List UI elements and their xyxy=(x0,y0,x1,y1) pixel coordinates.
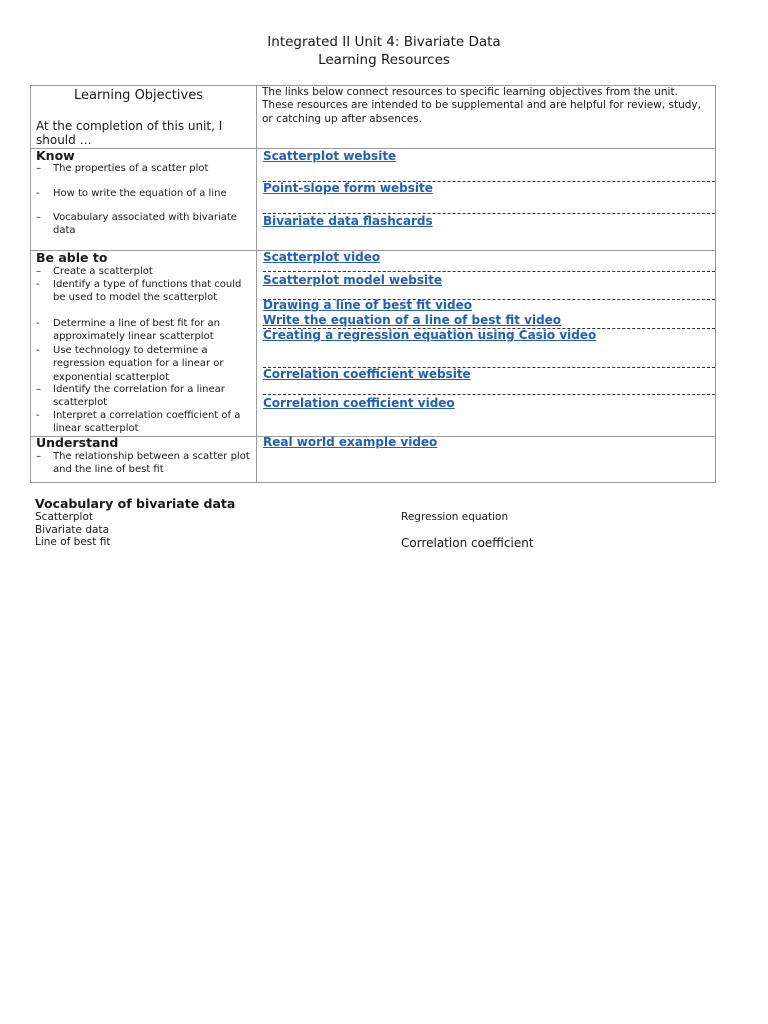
list-item: – Vocabulary associated with bivariate data xyxy=(36,212,237,237)
list-item: - Identify a type of functions that could be used to model the scatterplot xyxy=(36,279,242,304)
vocabulary-term: Regression equation xyxy=(401,511,509,523)
know-row xyxy=(31,148,715,250)
list-item: – The relationship between a scatter plot and the line of best fit xyxy=(36,451,250,476)
list-item: – The properties of a scatter plot xyxy=(36,163,209,174)
be-able-to-links-cell xyxy=(257,251,715,436)
vocabulary-heading: Vocabulary of bivariate data xyxy=(35,496,236,511)
be-able-to-objectives-cell xyxy=(31,251,257,436)
document-title: Integrated II Unit 4: Bivariate Data xyxy=(267,34,501,50)
vocabulary-term: Line of best fit xyxy=(35,536,111,548)
correlation-coefficient-video-link[interactable]: Correlation coefficient video xyxy=(263,396,455,410)
know-objectives-cell xyxy=(31,149,257,250)
resources-table xyxy=(30,85,716,483)
list-item: - Determine a line of best fit for an approximately linear scatterplot xyxy=(36,318,221,343)
list-item: - How to write the equation of a line xyxy=(36,188,227,199)
list-item: – Identify the correlation for a linear scatterplot xyxy=(36,384,225,409)
learning-objectives-subheading: At the completion of this unit, I should … xyxy=(36,119,223,147)
point-slope-form-website-link[interactable]: Point-slope form website xyxy=(263,181,433,195)
learning-objectives-heading: Learning Objectives xyxy=(74,88,203,103)
list-item: - Interpret a correlation coefficient of a linear scatterplot xyxy=(36,410,241,435)
scatterplot-video-link[interactable]: Scatterplot video xyxy=(263,250,381,264)
intro-text: The links below connect resources to specific learning objectives from the unit. These resources are intended to be supplemental and are helpful for review, study, or catching up after absences. xyxy=(262,86,701,125)
list-item: – Create a scatterplot xyxy=(36,266,153,277)
be-able-to-row xyxy=(31,250,715,436)
scatterplot-website-link[interactable]: Scatterplot website xyxy=(263,149,397,163)
document-subtitle: Learning Resources xyxy=(318,52,450,68)
vocabulary-term: Scatterplot xyxy=(35,511,94,523)
list-item: - Use technology to determine a regression equation for a linear or exponential scatterplot xyxy=(36,345,224,383)
understand-links-cell xyxy=(257,437,715,482)
understand-row xyxy=(31,436,715,482)
regression-equation-casio-video-link[interactable]: Creating a regression equation using Casio video xyxy=(263,328,597,342)
be-able-to-heading: Be able to xyxy=(36,250,108,265)
scatterplot-model-website-link[interactable]: Scatterplot model website xyxy=(263,273,442,287)
know-heading: Know xyxy=(36,148,75,163)
drawing-line-of-best-fit-video-link[interactable]: Drawing a line of best fit video xyxy=(263,298,472,312)
understand-objectives-cell xyxy=(31,437,257,482)
vocabulary-term: Correlation coefficient xyxy=(401,536,534,550)
vocabulary-term: Bivariate data xyxy=(35,524,110,536)
know-links-cell xyxy=(257,149,715,250)
bivariate-data-flashcards-link[interactable]: Bivariate data flashcards xyxy=(263,214,433,228)
understand-heading: Understand xyxy=(36,435,119,450)
learning-objectives-header-cell xyxy=(31,86,257,148)
table-header-row xyxy=(31,86,715,148)
real-world-example-video-link[interactable]: Real world example video xyxy=(263,435,438,449)
correlation-coefficient-website-link[interactable]: Correlation coefficient website xyxy=(263,367,471,381)
write-equation-line-of-best-fit-video-link[interactable]: Write the equation of a line of best fit video xyxy=(263,313,562,327)
divider xyxy=(263,394,715,395)
divider xyxy=(263,271,715,272)
intro-cell xyxy=(257,86,715,148)
